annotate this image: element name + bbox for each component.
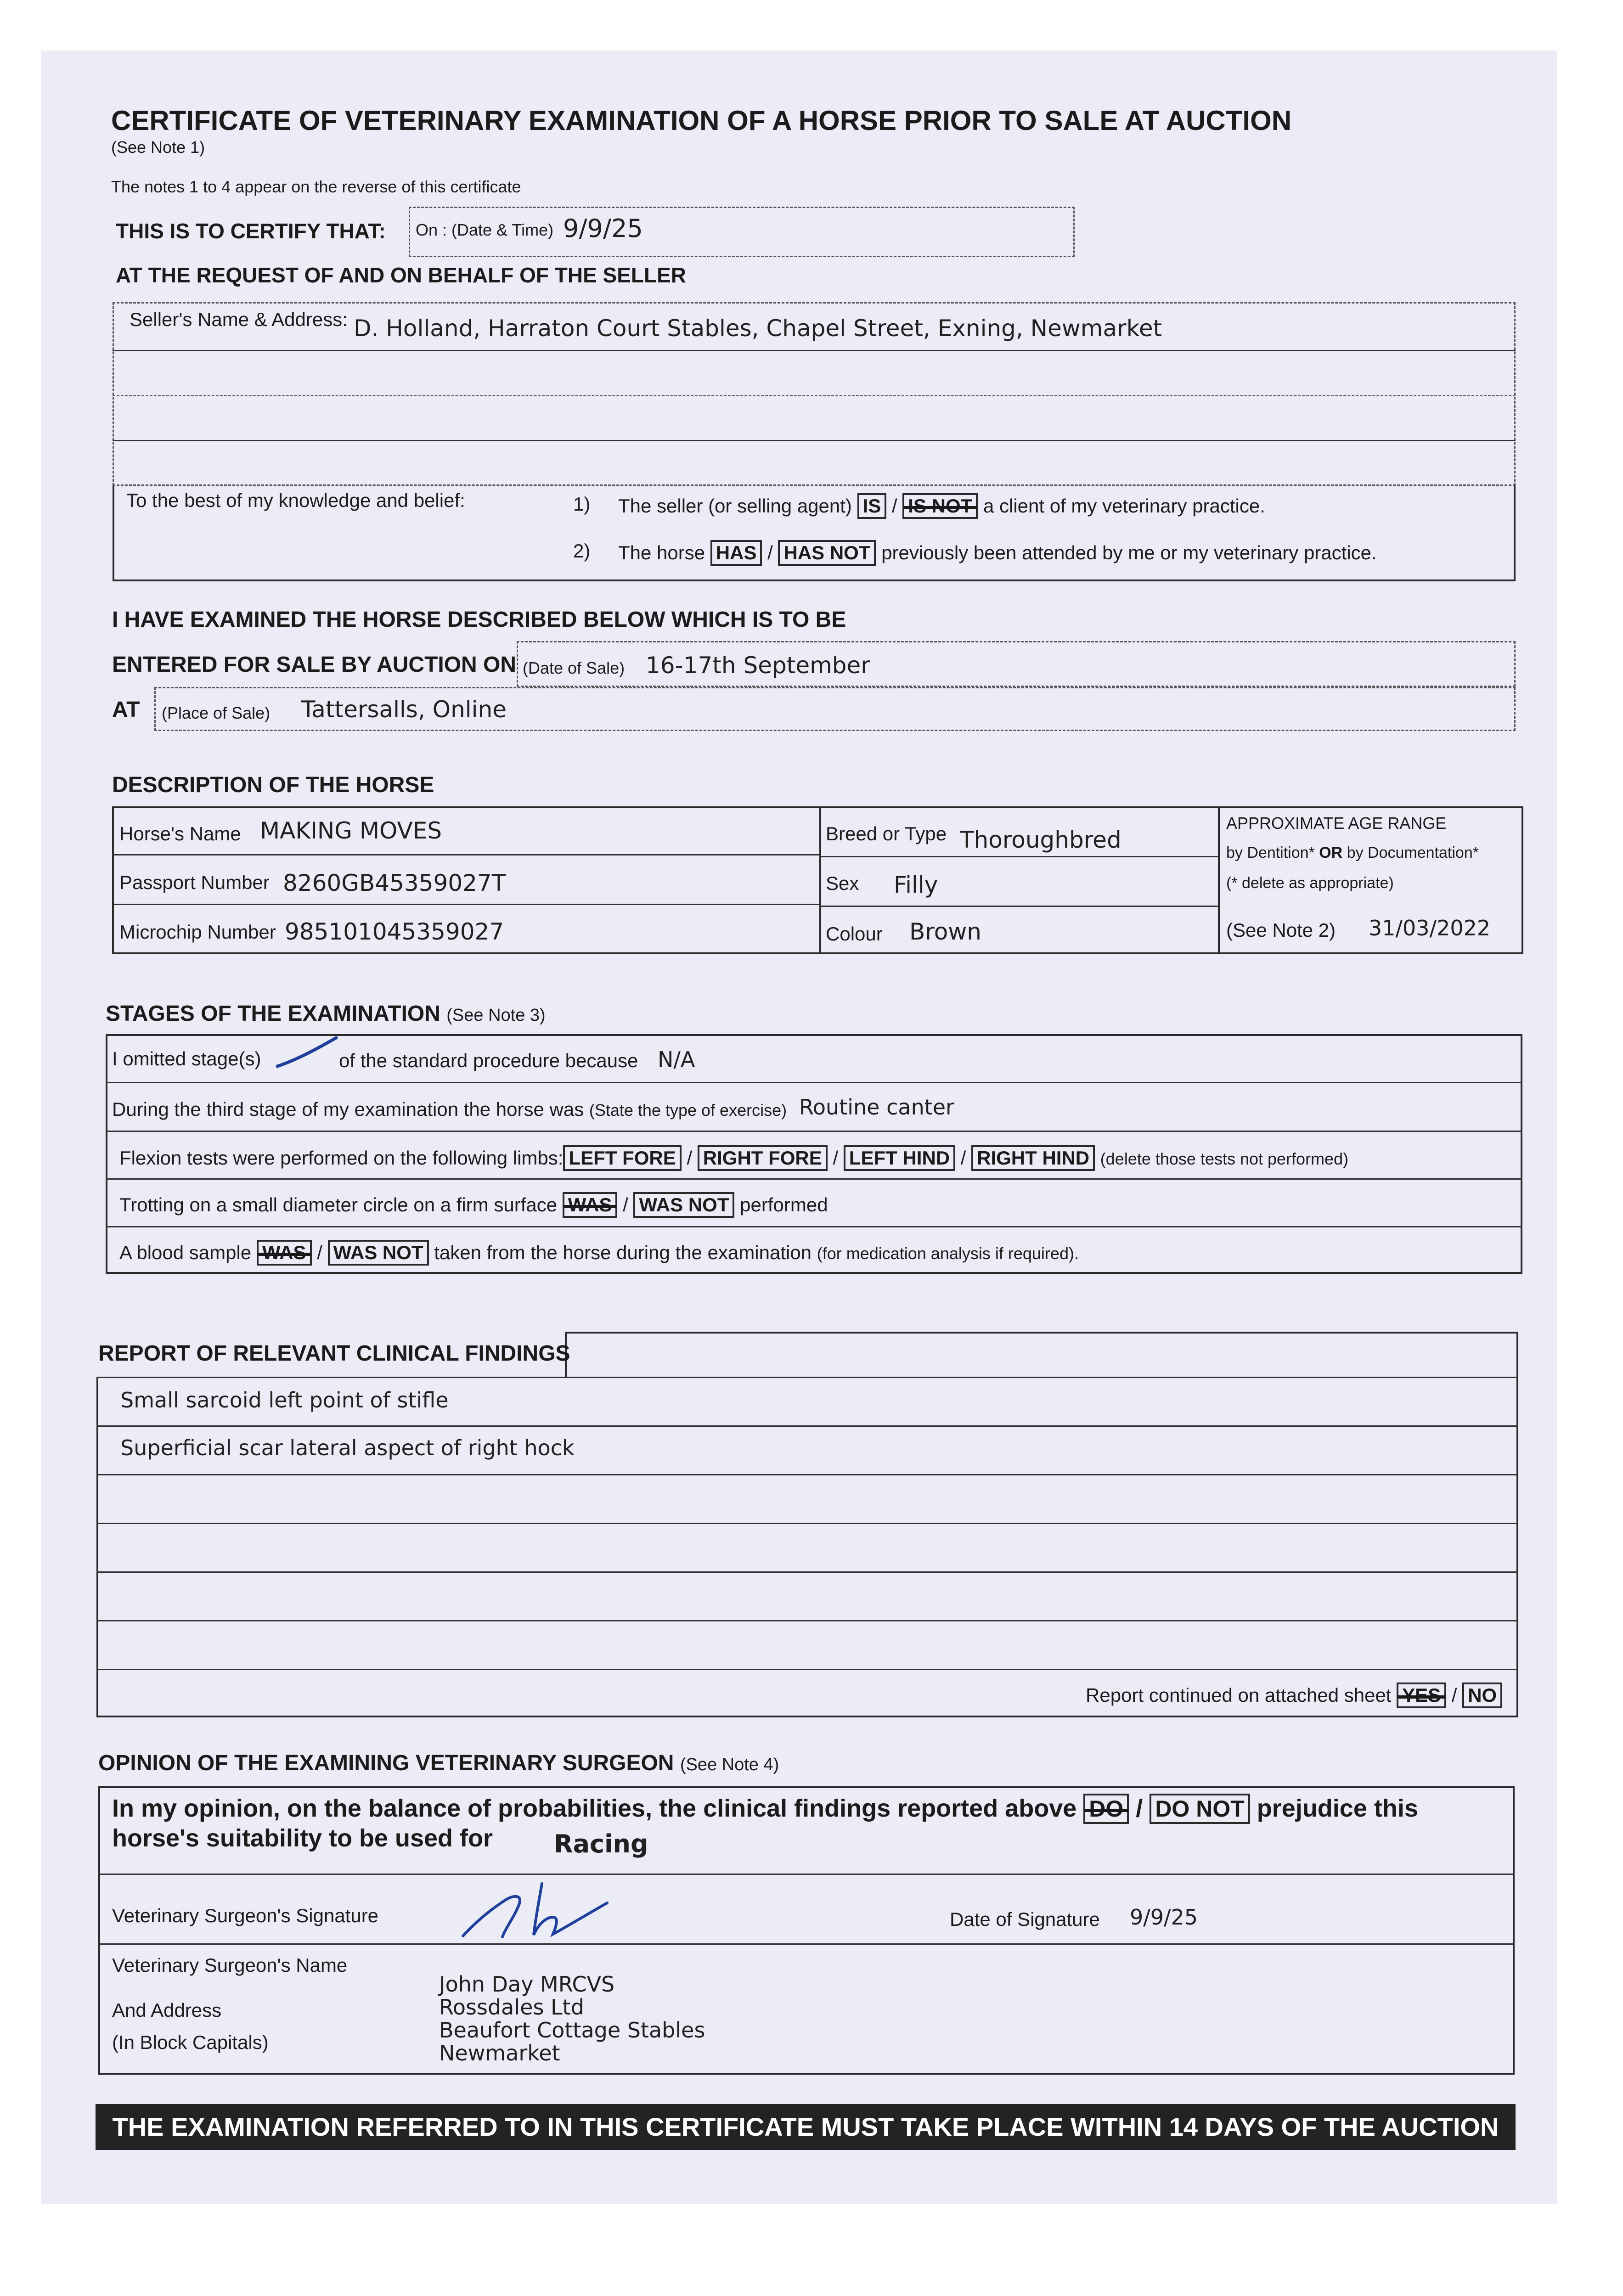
microchip-label: Microchip Number <box>119 921 276 943</box>
seller-is-not-option[interactable]: IS NOT <box>902 493 978 519</box>
flexion-row <box>119 1145 1348 1171</box>
blood-was-option[interactable]: WAS <box>257 1240 312 1266</box>
third-stage-text <box>112 1098 787 1120</box>
report-continued-sep: / <box>1451 1684 1457 1706</box>
report-continued-label: Report continued on attached sheet <box>1086 1684 1392 1706</box>
report-heading: REPORT OF RELEVANT CLINICAL FINDINGS <box>98 1341 570 1366</box>
flexion-sep-3: / <box>960 1147 966 1169</box>
report-line-2 <box>96 1425 1518 1427</box>
footer-banner: THE EXAMINATION REFERRED TO IN THIS CERTIFICATE MUST TAKE PLACE WITHIN 14 DAYS OF THE AUCTION <box>96 2104 1516 2150</box>
certify-date-value: 9/9/25 <box>563 214 643 243</box>
seller-value[interactable]: D. Holland, Harraton Court Stables, Chapel Street, Exning, Newmarket <box>354 315 1162 342</box>
opinion-text-c: horse's suitability to be used for <box>112 1824 493 1852</box>
description-row-line-a2 <box>112 904 819 905</box>
sale-at-label: AT <box>112 698 140 722</box>
knowledge-label: To the best of my knowledge and belief: <box>126 490 465 511</box>
sale-date-label: (Date of Sale) <box>523 658 625 677</box>
description-row-line-a1 <box>112 854 819 855</box>
trot-label: Trotting on a small diameter circle on a firm surface <box>119 1194 558 1216</box>
omitted-dash-mark <box>276 1035 340 1072</box>
opinion-text-a: In my opinion, on the balance of probabilities, the clinical findings reported above <box>112 1795 1077 1822</box>
report-line-7 <box>96 1669 1518 1670</box>
seller-label: Seller's Name & Address: <box>130 309 348 330</box>
sale-place-value: Tattersalls, Online <box>301 696 507 723</box>
stages-heading-note: (See Note 3) <box>446 1006 546 1025</box>
blood-end: taken from the horse during the examination <box>434 1242 812 1263</box>
colour-value[interactable]: Brown <box>909 918 981 945</box>
opinion-sep: / <box>1136 1795 1143 1822</box>
flexion-sep-1: / <box>687 1147 693 1169</box>
notes-line: The notes 1 to 4 appear on the reverse of this certificate <box>111 177 521 196</box>
sale-place-label: (Place of Sale) <box>162 703 270 722</box>
opinion-do-option[interactable]: DO <box>1083 1794 1129 1824</box>
flexion-right-hind[interactable]: RIGHT HIND <box>971 1145 1095 1171</box>
blood-sep: / <box>317 1242 322 1263</box>
horse-name-value[interactable]: MAKING MOVES <box>260 817 442 844</box>
sale-heading-line1: I HAVE EXAMINED THE HORSE DESCRIBED BELOW WHICH IS TO BE <box>112 608 846 632</box>
report-line-3 <box>96 1474 1518 1475</box>
knowledge-item1-sep: / <box>891 495 897 517</box>
stages-line-3 <box>106 1178 1522 1180</box>
opinion-text-b: prejudice this <box>1257 1795 1418 1822</box>
sex-value[interactable]: Filly <box>894 872 938 898</box>
age-delete-note: (* delete as appropriate) <box>1226 874 1394 892</box>
stages-line-2 <box>106 1131 1522 1132</box>
signature-date-label: Date of Signature <box>950 1908 1100 1930</box>
flexion-left-fore[interactable]: LEFT FORE <box>563 1145 681 1171</box>
knowledge-item2-number: 2) <box>573 540 591 562</box>
age-heading: APPROXIMATE AGE RANGE <box>1226 814 1447 833</box>
passport-label: Passport Number <box>119 872 270 893</box>
vet-address-line-1: Rossdales Ltd <box>439 1995 584 2020</box>
opinion-do-not-option[interactable]: DO NOT <box>1150 1794 1250 1824</box>
knowledge-item1-number: 1) <box>573 493 591 515</box>
sale-date-value: 16-17th September <box>646 652 870 679</box>
knowledge-item2-text <box>618 540 1377 566</box>
vet-block-capitals-label: (In Block Capitals) <box>112 2032 269 2053</box>
vet-signature <box>455 1880 666 1944</box>
blood-note: (for medication analysis if required). <box>817 1244 1079 1263</box>
opinion-line-1 <box>98 1874 1515 1875</box>
blood-row <box>119 1240 1079 1266</box>
report-continued-row <box>1086 1683 1502 1708</box>
knowledge-item2-end: previously been attended by me or my veterinary practice. <box>881 542 1377 563</box>
opinion-heading <box>98 1750 779 1776</box>
age-by-dentition[interactable]: by Dentition* <box>1226 844 1315 861</box>
trot-sep: / <box>623 1194 628 1216</box>
passport-value[interactable]: 8260GB45359027T <box>283 870 506 896</box>
vet-name-label: Veterinary Surgeon's Name <box>112 1954 348 1976</box>
report-finding-2[interactable]: Superficial scar lateral aspect of right hock <box>120 1435 575 1460</box>
microchip-value[interactable]: 985101045359027 <box>285 918 504 945</box>
knowledge-item2-lead: The horse <box>618 542 705 563</box>
opinion-statement-line1 <box>112 1794 1418 1824</box>
report-continued-yes[interactable]: YES <box>1397 1683 1446 1708</box>
breed-value[interactable]: Thoroughbred <box>960 827 1121 853</box>
vet-name-address[interactable] <box>439 1973 705 2065</box>
knowledge-item1-lead: The seller (or selling agent) <box>618 495 852 517</box>
seller-line-3 <box>113 440 1516 441</box>
horse-has-option[interactable]: HAS <box>710 540 762 566</box>
stages-heading-text: STAGES OF THE EXAMINATION <box>106 1002 440 1026</box>
report-line-5 <box>96 1571 1518 1573</box>
certify-label: THIS IS TO CERTIFY THAT: <box>116 219 386 243</box>
age-by-documentation[interactable]: by Documentation* <box>1347 844 1479 861</box>
trot-end: performed <box>740 1194 828 1216</box>
blood-label: A blood sample <box>119 1242 252 1263</box>
flexion-right-fore[interactable]: RIGHT FORE <box>698 1145 828 1171</box>
vet-address-line-3: Newmarket <box>439 2041 560 2065</box>
report-line-1 <box>96 1377 1518 1378</box>
vet-address-line-2: Beaufort Cottage Stables <box>439 2018 705 2043</box>
signature-date-value[interactable]: 9/9/25 <box>1130 1905 1198 1930</box>
age-value[interactable]: 31/03/2022 <box>1369 916 1491 940</box>
knowledge-item1-end: a client of my veterinary practice. <box>983 495 1265 517</box>
vet-address-label: And Address <box>112 1999 222 2021</box>
sex-label: Sex <box>826 872 859 894</box>
description-row-line-b1 <box>819 856 1218 857</box>
description-heading: DESCRIPTION OF THE HORSE <box>112 773 434 797</box>
opinion-heading-note: (See Note 4) <box>680 1755 779 1774</box>
omitted-value[interactable]: N/A <box>658 1047 695 1072</box>
report-line-4 <box>96 1523 1518 1524</box>
horse-has-not-option[interactable]: HAS NOT <box>778 540 876 566</box>
seller-is-option[interactable]: IS <box>857 493 887 519</box>
age-method-line <box>1226 844 1479 862</box>
flexion-left-hind[interactable]: LEFT HIND <box>844 1145 955 1171</box>
age-see-note: (See Note 2) <box>1226 919 1336 941</box>
trot-row <box>119 1192 828 1218</box>
report-continued-no[interactable]: NO <box>1462 1683 1502 1708</box>
stages-line-1 <box>106 1082 1522 1083</box>
description-divider-2 <box>1218 806 1220 954</box>
seller-line-1 <box>113 350 1516 351</box>
stages-line-4 <box>106 1226 1522 1227</box>
signature-label: Veterinary Surgeon's Signature <box>112 1905 379 1926</box>
report-finding-1[interactable]: Small sarcoid left point of stifle <box>120 1388 449 1412</box>
flexion-sep-2: / <box>833 1147 839 1169</box>
third-stage-note: (State the type of exercise) <box>589 1101 787 1120</box>
flexion-label: Flexion tests were performed on the following limbs: <box>119 1147 564 1169</box>
sale-heading-line2: ENTERED FOR SALE BY AUCTION ON <box>112 653 517 677</box>
omitted-label: I omitted stage(s) <box>112 1048 261 1069</box>
opinion-heading-text: OPINION OF THE EXAMINING VETERINARY SURGEON <box>98 1751 674 1775</box>
third-stage-label: During the third stage of my examination the horse was <box>112 1098 584 1120</box>
age-or: OR <box>1319 844 1343 861</box>
opinion-use-value[interactable]: Racing <box>554 1829 648 1858</box>
stages-heading <box>106 1001 546 1026</box>
trot-was-not-option[interactable]: WAS NOT <box>633 1192 734 1218</box>
certificate-title: CERTIFICATE OF VETERINARY EXAMINATION OF A HORSE PRIOR TO SALE AT AUCTION <box>111 105 1292 136</box>
vet-name: John Day MRCVS <box>439 1972 615 1997</box>
horse-name-label: Horse's Name <box>119 823 241 844</box>
flexion-note: (delete those tests not performed) <box>1100 1149 1349 1168</box>
omitted-because: of the standard procedure because <box>339 1050 638 1071</box>
report-line-6 <box>96 1620 1518 1621</box>
breed-label: Breed or Type <box>826 823 947 844</box>
seller-line-2 <box>113 395 1516 396</box>
knowledge-item2-sep: / <box>767 542 773 563</box>
request-heading: AT THE REQUEST OF AND ON BEHALF OF THE SELLER <box>116 263 686 287</box>
trot-was-option[interactable]: WAS <box>563 1192 618 1218</box>
title-see-note: (See Note 1) <box>111 138 205 157</box>
knowledge-item1-text <box>618 493 1265 519</box>
description-row-line-b2 <box>819 906 1218 907</box>
opinion-line-2 <box>98 1943 1515 1945</box>
description-divider-1 <box>819 806 821 954</box>
blood-was-not-option[interactable]: WAS NOT <box>328 1240 429 1266</box>
colour-label: Colour <box>826 923 883 945</box>
certify-on-label: On : (Date & Time) <box>416 220 554 239</box>
third-stage-value[interactable]: Routine canter <box>799 1095 954 1120</box>
